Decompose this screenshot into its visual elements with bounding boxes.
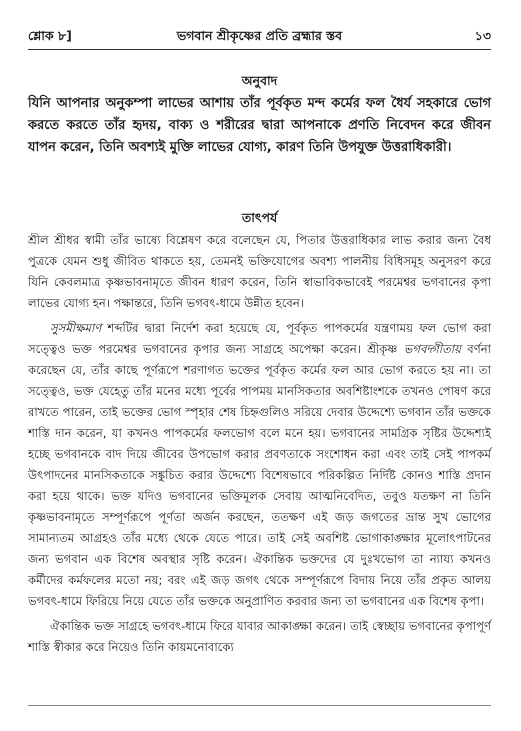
purport-paragraph-2-part-a: শব্দটির দ্বারা নির্দেশ করা হয়েছে যে, পূর্বকৃত পাপকর্মের যন্ত্রণাময় ফল ভোগ করা সত্ত্বেও ভক্ত পরমেশ্বর ভগবানের কৃপার জন্য সাগ্রহে অপেক্ষা করেন। শ্রীকৃষ্ণ [28,321,491,356]
purport-paragraph-2-part-b: বর্ণনা করেছেন যে, তাঁর কাছে পূর্ণরূপে শরণাগত ভক্তের পূর্বকৃত কর্মের ফল আর ভোগ করতে হয় না। তা সত্ত্বেও, ভক্ত যেহেতু তাঁর মনের মধ্যে পূর্বের পাপময় মানসিকতার অবশিষ্টাংশকে তখনও পোষণ করে রাখতে পারেন, তাই ভক্তের ভোগ স্পৃহার শেষ চিহ্নগুলিও সরিয়ে দেবার উদ্দেশ্যে ভগবান তাঁর ভক্তকে শাস্তি দান করেন, যা কখনও পাপকর্মের ফলভোগ বলে মনে হয়। ভগবানের সামগ্রিক সৃষ্টির উদ্দেশ্যই হচ্ছে ভগবানকে বাদ দিয়ে জীবের উপভোগ করার প্রবণতাকে সংশোধন করা এবং তাই সেই পাপকর্ম উৎপাদনের মানসিকতাকে সঙ্কুচিত করার উদ্দেশ্যে বিশেষভাবে পরিকল্পিত নির্দিষ্ট কোনও শাস্তি প্রদান করা হয়ে থাকে। ভক্ত যদিও ভগবানের ভক্তিমূলক সেবায় আত্মনিবেদিত, তবুও যতক্ষণ না তিনি কৃষ্ণভাবনামৃতে সম্পূর্ণরূপে পূর্ণতা অর্জন করছেন, ততক্ষণ এই জড় জগতের ভ্রান্ত সুখ ভোগের সামান্যতম আগ্রহও তাঁর মধ্যে থেকে যেতে পারে। তাই সেই অবশিষ্ট ভোগাকাঙ্ক্ষার মূলোৎপাটনের জন্য ভগবান এক বিশেষ অবস্থার সৃষ্টি করেন। ঐকান্তিক ভক্তদের যে দুঃখভোগ তা ন্যায্য কখনও কর্মীদের কর্মফলের মতো নয়; বরং এই জড় জগৎ থেকে সম্পূর্ণরূপে বিদায় নিয়ে তাঁর প্রকৃত আলয় ভগবৎ-ধামে ফিরিয়ে নিয়ে যেতে তাঁর ভক্তকে অনুপ্রাণিত করবার জন্য তা ভগবানের এক বিশেষ কৃপা। [28,342,491,608]
page-number: ১৩ [474,28,491,43]
chapter-title: ভগবান শ্রীকৃষ্ণের প্রতি ব্রহ্মার স্তব [176,28,343,43]
purport-paragraph-3: ঐকান্তিক ভক্ত সাগ্রহে ভগবৎ-ধামে ফিরে যাবার আকাঙ্ক্ষা করেন। তাই স্বেচ্ছায় ভগবানের কৃপাপূর্ণ শাস্তি স্বীকার করে নিয়েও তিনি কায়মনোবাক্যে [28,619,491,654]
purport-heading: তাৎপর্য [241,210,278,225]
sanskrit-term: সুসমীক্ষমাণ [50,321,102,335]
verse-reference: শ্লোক ৮] [28,28,72,43]
purport-paragraph-2 [28,318,491,612]
running-header [28,28,491,48]
purport-body [28,230,491,662]
purport-paragraph-1: শ্রীল শ্রীধর স্বামী তাঁর ভাষ্যে বিশ্লেষণ করে বলেছেন যে, পিতার উত্তরাধিকার লাভ করার জন্য বৈধ পুত্রকে যেমন শুধু জীবিত থাকতে হয়, তেমনই ভক্তিযোগের অবশ্য পালনীয় বিধিসমূহ অনুসরণ করে যিনি কেবলমাত্র কৃষ্ণভাবনামৃতে জীবন ধারণ করেন, তিনি স্বাভাবিকভাবেই পরমেশ্বর ভগবানের কৃপা লাভের যোগ্য হন। পক্ষান্তরে, তিনি ভগবৎ-ধামে উন্নীত হবেন। [28,233,491,310]
book-title: ভগবদ্গীতায় [403,342,461,356]
translation-heading: অনুবাদ [241,73,278,88]
translation-text: যিনি আপনার অনুকম্পা লাভের আশায় তাঁর পূর্বকৃত মন্দ কর্মের ফল ধৈর্য সহকারে ভোগ করতে করতে তাঁর হৃদয়, বাক্য ও শরীরের দ্বারা আপনাকে প্রণতি নিবেদন করে জীবন যাপন করেন, তিনি অবশ্যই মুক্তি লাভের যোগ্য, কারণ তিনি উপযুক্ত উত্তরাধিকারী। [28,96,491,155]
page-bottom-edge [28,705,491,706]
header-divider [28,49,491,50]
